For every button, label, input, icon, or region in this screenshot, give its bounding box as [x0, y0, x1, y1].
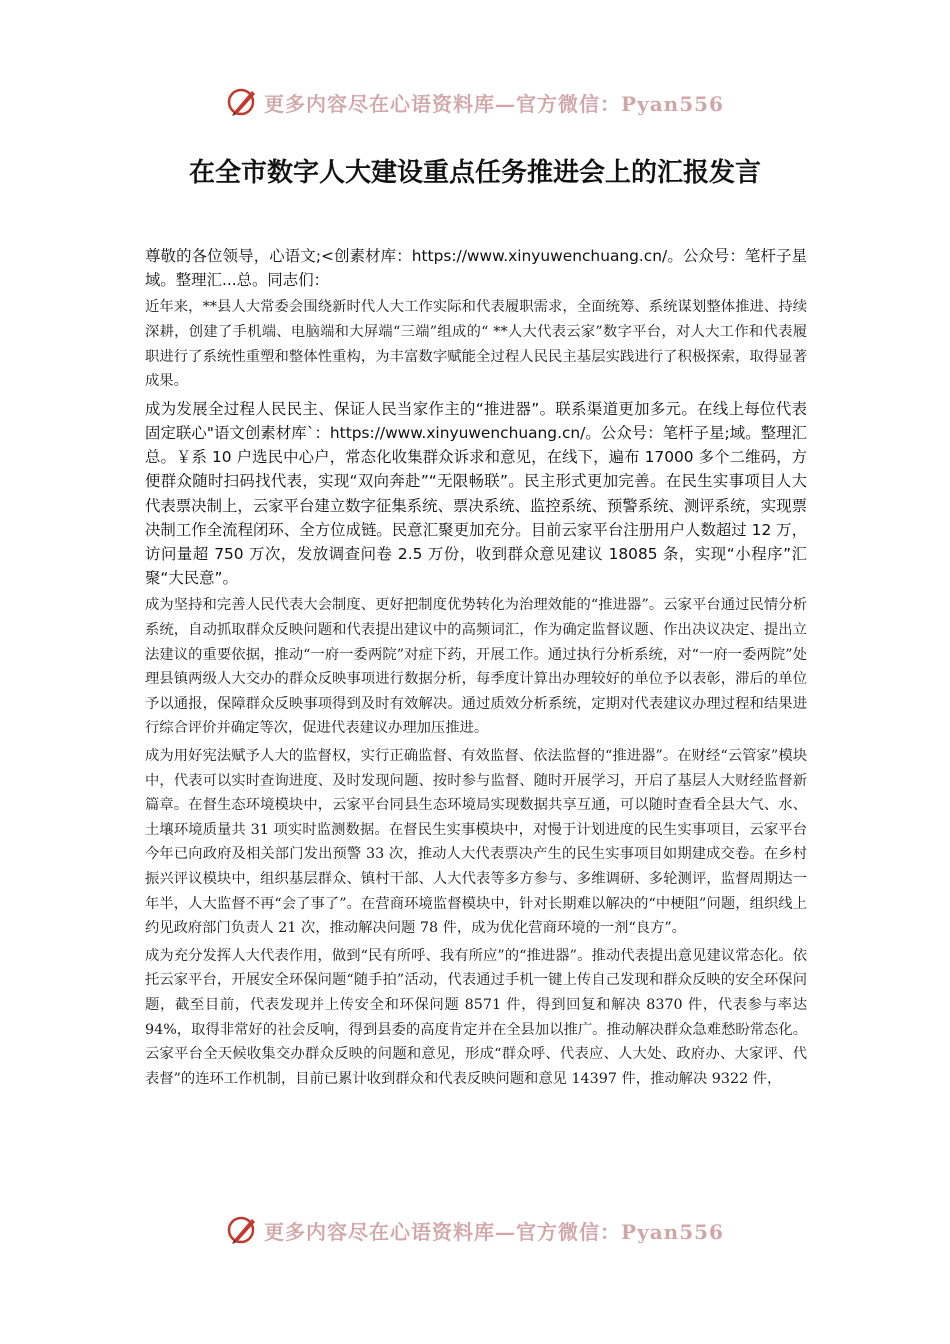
paragraph-system: 成为坚持和完善人民代表大会制度、更好把制度优势转化为治理效能的“推进器”。云家平台通过民情分析系统，自动抓取群众反映问题和代表提出建议中的高频词汇，作为确定监督议题、作出决议决定、提出立法建议的重要依据，推动“一府一委两院”对症下药，开展工作。通过执行分析系统，对“一府一委两院”处理县镇两级人大交办的群众反映事项进行数据分析，每季度计算出办理较好的单位予以表彰，滞后的单位予以通报，保障群众反映事项得到及时有效解决。通过质效分析系统，定期对代表建议办理过程和结果进行综合评价并确定等次，促进代表建议办理加压推进。: [145, 597, 807, 737]
banner-text: 更多内容尽在心语资料库—官方微信：Pyan556: [264, 1219, 724, 1244]
paragraph-greeting: 尊敬的各位领导，心语文;<创素材库：https://www.xinyuwenchuang.cn/。公众号：笔杆子星域。整理汇...总。同志们：: [145, 247, 807, 290]
pen-logo-icon: [226, 1213, 260, 1247]
header-banner: [0, 82, 950, 122]
paragraph-intro: 近年来，**县人大常委会围绕新时代人大工作实际和代表履职需求，全面统筹、系统谋划整体推进、持续深耕，创建了手机端、电脑端和大屏端“三端”组成的“ **人大代表云家”数字平台，对人大工作和代表履职进行了系统性重塑和整体性重构，为丰富数字赋能全过程人民民主基层实践进行了积极探索，取得显著成果。: [145, 299, 807, 390]
paragraph-supervision: 成为用好宪法赋予人大的监督权，实行正确监督、有效监督、依法监督的“推进器”。在财经“云管家”模块中，代表可以实时查询进度、及时发现问题、按时参与监督、随时开展学习，开启了基层人大财经监督新篇章。在督生态环境模块中，云家平台同县生态环境局实现数据共享互通，可以随时查看全县大气、水、土壤环境质量共 31 项实时监测数据。在督民生实事模块中，对慢于计划进度的民生实事项目，云家平台今年已向政府及相关部门发出预警 33 次，推动人大代表票决产生的民生实事项目如期建成交卷。在乡村振兴评议模块中，组织基层群众、镇村干部、人大代表等多方参与、多维调研、多轮测评，监督周期达一年半，人大监督不再“会了事了”。在营商环境监督模块中，针对长期难以解决的“中梗阻”问题，组织线上约见政府部门负责人 21 次，推动解决问题 78 件，成为优化营商环境的一剂“良方”。: [145, 747, 807, 937]
banner-text: 更多内容尽在心语资料库—官方微信：Pyan556: [264, 91, 724, 116]
document-body: [145, 244, 807, 1091]
pen-logo-icon: [226, 85, 260, 119]
document-title: 在全市数字人大建设重点任务推进会上的汇报发言: [188, 158, 761, 188]
paragraph-representatives: 成为充分发挥人大代表作用，做到“民有所呼、我有所应”的“推进器”。推动代表提出意见建议常态化。依托云家平台，开展安全环保问题“随手拍”活动，代表通过手机一键上传自己发现和群众反映的安全环保问题，截至目前，代表发现并上传安全和环保问题 8571 件，得到回复和解决 8370 件，代表参与率达 94%，取得非常好的社会反响，得到县委的高度肯定并在全县加以推广。推动解决群众急难愁盼常态化。云家平台全天候收集交办群众反映的问题和意见，形成“群众呼、代表应、人大处、政府办、大家评、代表督”的连环工作机制，目前已累计收到群众和代表反映问题和意见 14397 件，推动解决 9322 件，: [145, 947, 807, 1087]
paragraph-democracy: 成为发展全过程人民民主、保证人民当家作主的“推进器”。联系渠道更加多元。在线上每位代表固定联心"语文创素材库`：https://www.xinyuwenchuang.cn/。公众号：笔杆子星;域。整理汇总。￥系 10 户选民中心户，常态化收集群众诉求和意见，在线下，遍布 17000 多个二维码，方便群众随时扫码找代表，实现“双向奔赴”“无限畅联”。民主形式更加完善。在民生实事项目人大代表票决制上，云家平台建立数字征集系统、票决系统、监控系统、预警系统、测评系统，实现票决制工作全流程闭环、全方位成链。民意汇聚更加充分。目前云家平台注册用户人数超过 12 万，访问量超 750 万次，发放调查问卷 2.5 万份，收到群众意见建议 18085 条，实现“小程序”汇聚“大民意”。: [145, 399, 807, 588]
footer-banner: [0, 1210, 950, 1250]
